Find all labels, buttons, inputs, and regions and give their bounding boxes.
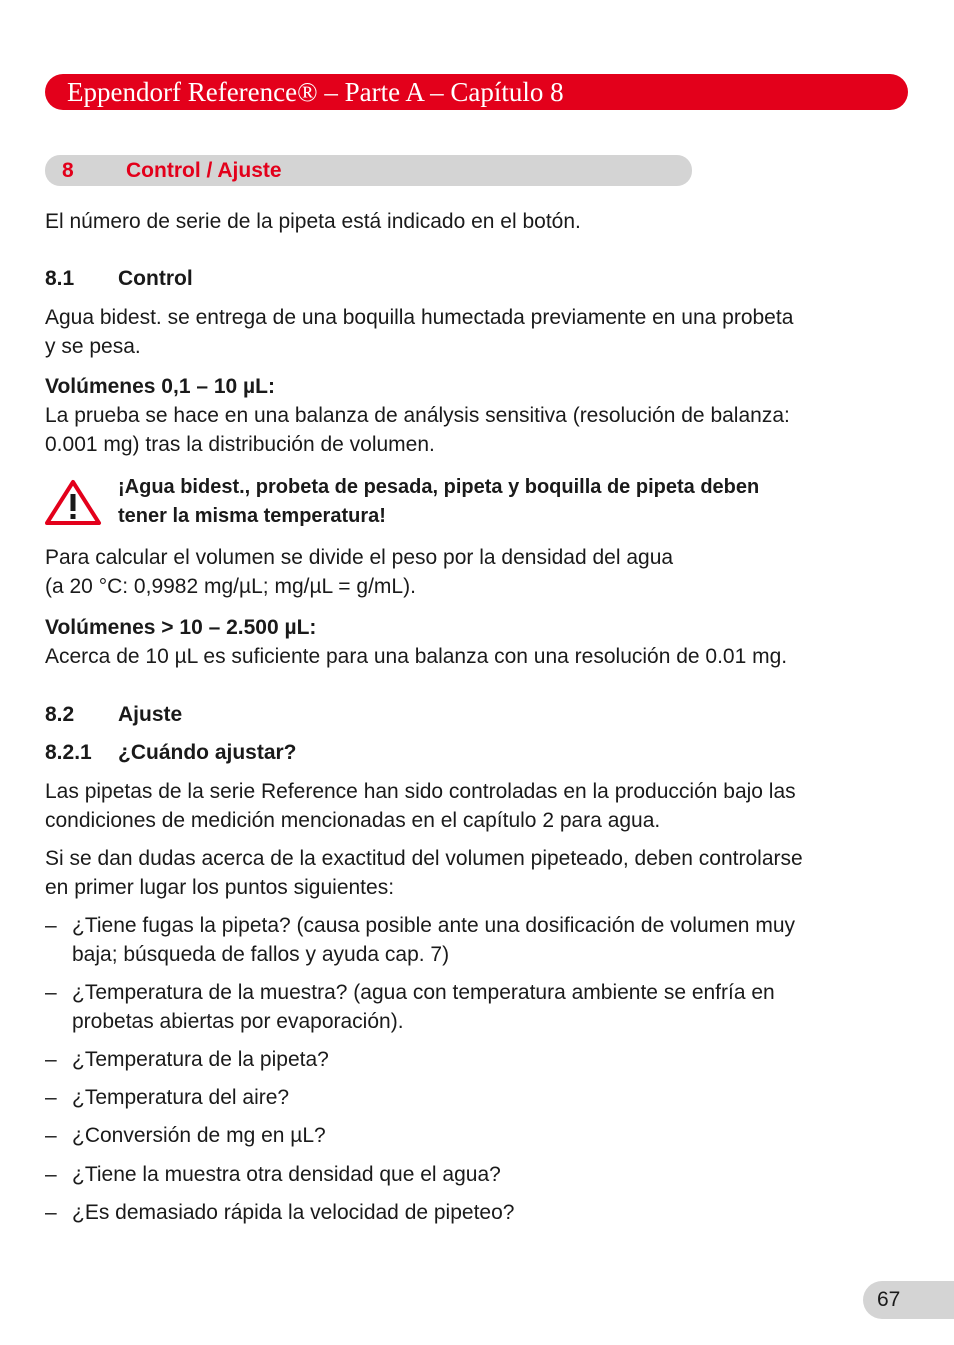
- text-line: 0.001 mg) tras la distribución de volumen.: [45, 433, 435, 456]
- list-item: ¿Es demasiado rápida la velocidad de pipeteo?: [72, 1201, 515, 1224]
- text-line: Agua bidest. se entrega de una boquilla humectada previamente en una probeta: [45, 306, 794, 329]
- chapter-header: [45, 74, 908, 110]
- text-line: condiciones de medición mencionadas en el capítulo 2 para agua.: [45, 809, 661, 832]
- chapter-title: Eppendorf Reference® – Parte A – Capítulo 8: [67, 77, 564, 107]
- list-bullet: –: [45, 914, 57, 937]
- list-item: [72, 911, 917, 969]
- list-item: ¿Tiene la muestra otra densidad que el agua?: [72, 1163, 501, 1186]
- volumes-large-block: [45, 613, 915, 671]
- text-line: baja; búsqueda de fallos y ayuda cap. 7): [72, 943, 450, 966]
- list-item: [72, 978, 917, 1036]
- list-bullet: –: [45, 1048, 57, 1071]
- text-line: ¡Agua bidest., probeta de pesada, pipeta y boquilla de pipeta deben: [118, 476, 760, 498]
- text-line: en primer lugar los puntos siguientes:: [45, 876, 395, 899]
- page-number: 67: [877, 1288, 901, 1311]
- control-paragraph: [45, 303, 915, 361]
- subsection-8-1-number: 8.1: [45, 267, 75, 290]
- subsection-8-1-title: Control: [118, 267, 193, 290]
- subsection-8-2-number: 8.2: [45, 703, 75, 726]
- subsection-8-2-title: Ajuste: [118, 703, 183, 726]
- reference-paragraph: [45, 777, 915, 835]
- list-bullet: –: [45, 1163, 57, 1186]
- text-line: (a 20 °C: 0,9982 mg/µL; mg/µL = g/mL).: [45, 575, 416, 598]
- warning-text: [118, 473, 908, 531]
- calculation-paragraph: [45, 543, 915, 601]
- section-title: Control / Ajuste: [126, 159, 282, 182]
- text-line: ¿Tiene fugas la pipeta? (causa posible ante una dosificación de volumen muy: [72, 914, 795, 937]
- list-bullet: –: [45, 981, 57, 1004]
- list-bullet: –: [45, 1086, 57, 1109]
- list-item: ¿Conversión de mg en µL?: [72, 1124, 326, 1147]
- list-item: ¿Temperatura de la pipeta?: [72, 1048, 329, 1071]
- intro-paragraph: El número de serie de la pipeta está indicado en el botón.: [45, 210, 581, 233]
- text-line: Si se dan dudas acerca de la exactitud del volumen pipeteado, deben controlarse: [45, 847, 803, 870]
- text-line: La prueba se hace en una balanza de análysis sensitiva (resolución de balanza:: [45, 404, 790, 427]
- doubts-paragraph: [45, 844, 915, 902]
- page-number-tab: [863, 1281, 954, 1319]
- text-line: Acerca de 10 µL es suficiente para una balanza con una resolución de 0.01 mg.: [45, 645, 788, 668]
- text-line: Para calcular el volumen se divide el peso por la densidad del agua: [45, 546, 674, 569]
- text-line: tener la misma temperatura!: [118, 505, 386, 527]
- section-number: 8: [62, 159, 74, 182]
- section-heading-bar: [45, 155, 692, 186]
- subsection-8-2-1-number: 8.2.1: [45, 741, 92, 764]
- volumes-small-block: [45, 372, 915, 459]
- warning-triangle-icon: [44, 478, 102, 526]
- list-bullet: –: [45, 1201, 57, 1224]
- text-line: y se pesa.: [45, 335, 141, 358]
- text-line: probetas abiertas por evaporación).: [72, 1010, 404, 1033]
- volumes-small-heading: Volúmenes 0,1 – 10 µL:: [45, 375, 275, 398]
- list-item: ¿Temperatura del aire?: [72, 1086, 290, 1109]
- text-line: ¿Temperatura de la muestra? (agua con temperatura ambiente se enfría en: [72, 981, 775, 1004]
- list-bullet: –: [45, 1124, 57, 1147]
- subsection-8-2-1-title: ¿Cuándo ajustar?: [118, 741, 297, 764]
- volumes-large-heading: Volúmenes > 10 – 2.500 µL:: [45, 616, 317, 639]
- text-line: Las pipetas de la serie Reference han sido controladas en la producción bajo las: [45, 780, 796, 803]
